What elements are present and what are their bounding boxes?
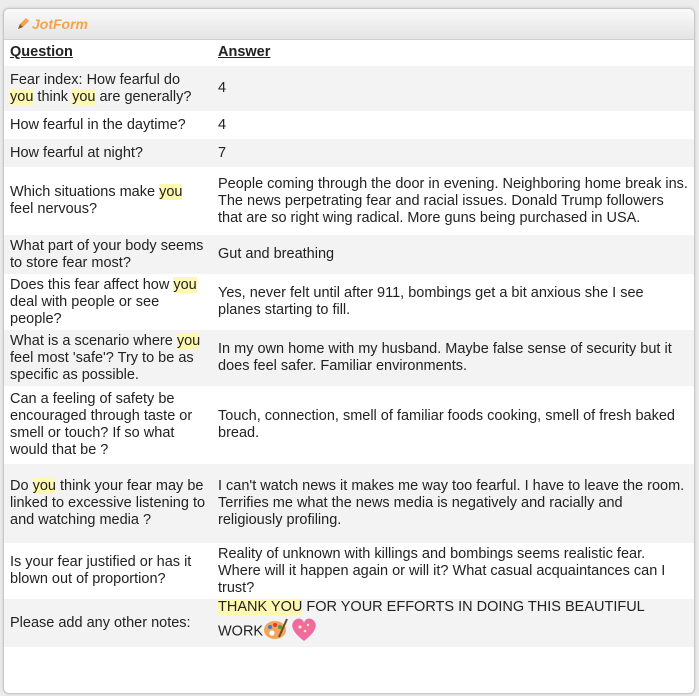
table-row	[4, 599, 694, 647]
question-text: think	[33, 88, 73, 105]
table-row	[4, 167, 694, 235]
question-cell	[4, 139, 212, 167]
answer-text: I can't watch news it makes me way too fearful. I have to leave the room. Terrifies me what the news media is negatively and racially and religiously profiling.	[218, 478, 685, 528]
table-row	[4, 330, 694, 386]
question-cell	[4, 330, 212, 386]
answer-text: Touch, connection, smell of familiar foods cooking, smell of fresh baked bread.	[218, 408, 675, 441]
highlighted-term: THANK YOU	[218, 599, 303, 615]
question-cell	[4, 599, 212, 647]
table-header-row	[4, 40, 694, 66]
answer-column-header: Answer	[212, 40, 694, 66]
question-cell	[4, 235, 212, 274]
table-row	[4, 111, 694, 139]
question-text: are generally?	[95, 88, 192, 105]
highlighted-term: you	[159, 184, 183, 200]
answer-cell	[212, 111, 694, 139]
table-row	[4, 235, 694, 274]
question-text: Please add any other notes:	[10, 614, 191, 631]
panel-header	[4, 9, 694, 40]
answer-cell	[212, 599, 694, 647]
question-text: How fearful in the daytime?	[10, 116, 186, 133]
jotform-logo	[16, 16, 88, 32]
answer-cell	[212, 386, 694, 464]
question-text: Is your fear justified or has it blown out of proportion?	[10, 554, 192, 587]
submission-panel	[3, 8, 695, 694]
table-row	[4, 139, 694, 167]
question-text: What part of your body seems to store fear most?	[10, 237, 204, 271]
answer-text: 4	[218, 116, 227, 133]
highlighted-term: you	[173, 276, 197, 293]
table-row	[4, 543, 694, 599]
answer-cell	[212, 167, 694, 235]
question-text: Fear index: How fearful do	[10, 71, 181, 88]
question-cell	[4, 66, 212, 111]
answer-text: Gut and breathing	[218, 246, 335, 262]
highlighted-term: you	[72, 88, 96, 105]
question-text: deal with people or see people?	[10, 293, 160, 327]
question-text: think your fear may be linked to excessive listening to and watching media ?	[10, 478, 206, 528]
question-text: How fearful at night?	[10, 144, 143, 161]
answer-cell	[212, 464, 694, 543]
question-cell	[4, 543, 212, 599]
question-cell	[4, 167, 212, 235]
answer-cell	[212, 66, 694, 111]
sparkling-heart-icon	[289, 616, 319, 647]
highlighted-term: you	[10, 88, 34, 105]
highlighted-term: you	[176, 332, 201, 349]
answer-text: 7	[218, 144, 227, 161]
answer-cell	[212, 543, 694, 599]
pencil-icon	[16, 17, 30, 31]
answer-cell	[212, 235, 694, 274]
answer-text: In my own home with my husband. Maybe false sense of security but it does feel safer. Familiar environments.	[218, 341, 672, 374]
question-column-header: Question	[4, 40, 212, 66]
table-row	[4, 464, 694, 543]
answer-text: People coming through the door in evening. Neighboring home break ins. The news perpetrating fear and racial issues. Donald Trump followers that are so right wing radical. More guns being purchased in USA.	[218, 175, 688, 226]
answer-cell	[212, 274, 694, 330]
question-text: Can a feeling of safety be encouraged through taste or smell or touch? If so what would that be ?	[10, 391, 193, 458]
question-text: What is a scenario where	[10, 332, 177, 349]
submission-table	[4, 40, 694, 647]
question-text: feel nervous?	[10, 201, 98, 217]
answer-text: Yes, never felt until after 911, bombings get a bit anxious she I see planes starting to fill.	[218, 285, 644, 318]
brand-name: JotForm	[32, 16, 88, 32]
answer-text: FOR YOUR EFFORTS IN DOING THIS BEAUTIFUL WORK	[218, 599, 645, 640]
answer-text: 4	[218, 80, 227, 96]
question-text: feel most 'safe'? Try to be as specific as possible.	[10, 349, 194, 383]
question-text: Which situations make	[10, 184, 160, 200]
question-cell	[4, 274, 212, 330]
answer-text: Reality of unknown with killings and bombings seems realistic fear. Where will it happen again or will it? What casual acquaintances can I trust?	[218, 545, 666, 596]
table-row	[4, 66, 694, 111]
question-text: Does this fear affect how	[10, 276, 174, 293]
answer-cell	[212, 330, 694, 386]
question-cell	[4, 386, 212, 464]
table-row	[4, 274, 694, 330]
question-cell	[4, 464, 212, 543]
artist-palette-icon	[263, 617, 289, 646]
answer-cell	[212, 139, 694, 167]
highlighted-term: you	[32, 478, 56, 494]
question-text: Do	[10, 478, 33, 494]
table-row	[4, 386, 694, 464]
question-cell	[4, 111, 212, 139]
